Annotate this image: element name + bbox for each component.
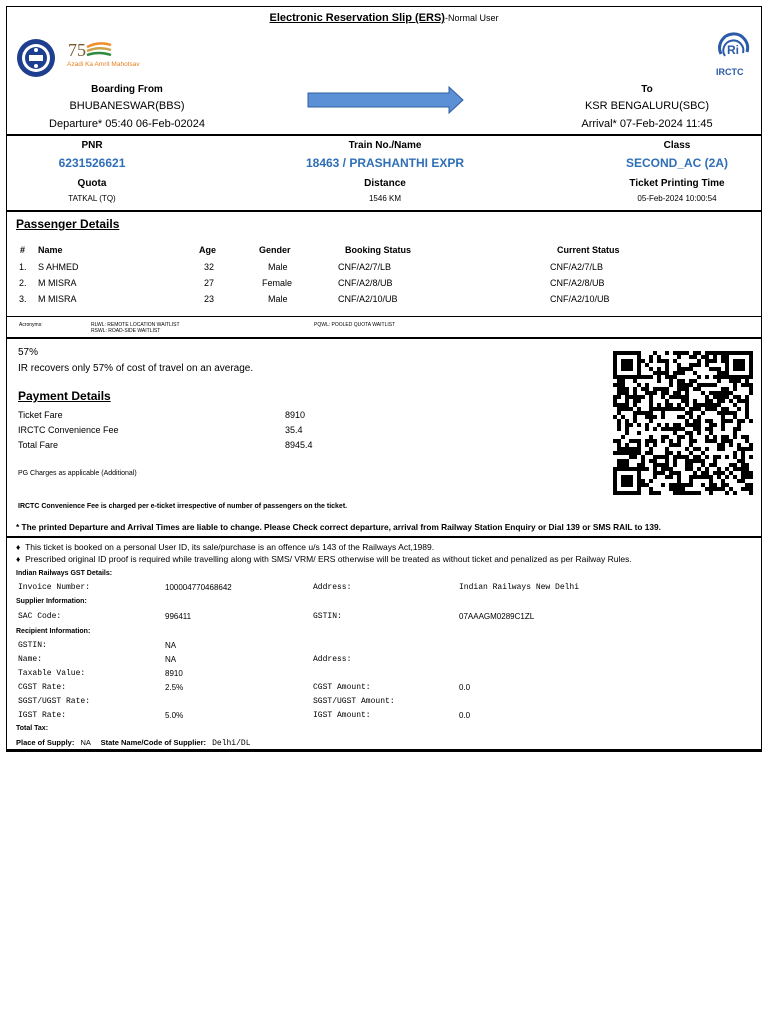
cgst-amount-value: 0.0 [459,683,471,692]
sgst-rate-label: SGST/UGST Rate: [18,697,91,706]
supplier-gstin-label: GSTIN: [313,612,342,621]
pnr-label: PNR [81,140,103,151]
divider-ticket [7,210,761,212]
igst-rate-value: 5.0% [165,711,184,720]
acronym-rlwl: RLWL: REMOTE LOCATION WAITLIST [91,322,180,328]
reservation-slip [6,6,762,750]
divider-payment [7,536,761,538]
destination-station: KSR BENGALURU(SBC) [584,100,710,112]
taxable-value-label: Taxable Value: [18,669,86,678]
supplier-state-value: Delhi/DL [212,739,251,748]
divider-journey [7,134,761,136]
ticket-qr-code [613,351,753,495]
divider-acronyms [7,337,761,339]
azadi-logo-text: Azadi Ka Amrit Mahotsav [67,61,140,68]
ticket-fare-value: 8910 [285,410,306,420]
passenger-age: 23 [204,294,215,304]
supplier-gstin-value: 07AAAGM0289C1ZL [459,612,535,621]
distance-label: Distance [364,178,406,189]
igst-amount-value: 0.0 [459,711,471,720]
passenger-name: M MISRA [38,278,77,288]
class-label: Class [663,140,691,151]
passenger-header-index: # [20,245,26,255]
address-label: Address: [313,583,352,592]
indian-railways-emblem-icon [16,38,56,78]
gst-title: Indian Railways GST Details: [16,570,113,577]
payment-details-title: Payment Details [18,389,111,403]
place-of-supply-label: Place of Supply: [16,738,75,747]
passenger-details-title: Passenger Details [16,217,120,231]
arrival-time: Arrival* 07-Feb-2024 11:45 [581,118,713,130]
passenger-name: S AHMED [38,262,79,272]
convenience-fee-label: IRCTC Convenience Fee [18,425,119,435]
passenger-age: 32 [204,262,215,272]
recipient-name-value: NA [165,655,177,664]
azadi-ka-amrit-mahotsav-logo-icon [67,39,113,61]
passenger-name: M MISRA [38,294,77,304]
passenger-index: 1. [19,262,27,272]
invoice-value: 100004770468642 [165,583,232,592]
recovery-text: IR recovers only 57% of cost of travel on an average. [18,363,254,374]
passenger-current-status: CNF/A2/7/LB [550,262,604,272]
supplier-state-label: State Name/Code of Supplier: [100,738,206,747]
supplier-title: Supplier Information: [16,598,87,605]
rule-item [16,542,434,552]
to-label: To [641,84,653,95]
recipient-gstin-value: NA [165,641,177,650]
passenger-current-status: CNF/A2/10/UB [550,294,610,304]
acronym-pqwl: PQWL: POOLED QUOTA WAITLIST [314,322,396,328]
passenger-gender: Male [268,294,288,304]
recipient-name-label: Name: [18,655,43,664]
passenger-index: 2. [19,278,27,288]
igst-amount-label: IGST Amount: [313,711,371,720]
passenger-booking-status: CNF/A2/10/UB [338,294,398,304]
pg-charges-note: PG Charges as applicable (Additional) [18,470,137,477]
slip-title-sub: -Normal User [444,13,499,23]
ticket-fare-label: Ticket Fare [18,410,63,420]
journey-arrow-icon [307,86,465,114]
train-name: 18463 / PRASHANTHI EXPR [305,156,465,170]
print-time-value: 05-Feb-2024 10:00:54 [637,194,717,203]
bullet-icon: ♦ [16,554,21,564]
rule-text: Prescribed original ID proof is required while travelling along with SMS/ VRM/ ERS otherwise will be treated as without ticket and penalized as per Railway Rules. [25,554,632,564]
slip-title [7,12,761,24]
boarding-station: BHUBANESWAR(BBS) [69,100,185,112]
distance-value: 1546 KM [368,194,402,203]
total-tax-label: Total Tax: [16,725,49,732]
passenger-age: 27 [204,278,215,288]
passenger-header-age: Age [199,245,217,255]
recovery-percent: 57% [18,347,39,358]
pnr-number: 6231526621 [58,156,126,170]
slip-title-main: Electronic Reservation Slip (ERS) [269,12,445,24]
print-time-label: Ticket Printing Time [629,178,725,189]
acronyms-label: Acronyms: [19,322,43,328]
passenger-header-name: Name [38,245,63,255]
taxable-value: 8910 [165,669,183,678]
passenger-header-current-status: Current Status [557,245,620,255]
acronym-rswl: RSWL: ROAD-SIDE WAITLIST [91,328,161,334]
bullet-icon: ♦ [16,542,21,552]
cgst-rate-label: CGST Rate: [18,683,67,692]
sgst-amount-label: SGST/UGST Amount: [313,697,395,706]
rule-item [16,554,632,564]
class-value: SECOND_AC (2A) [625,156,728,170]
divider-passengers [7,316,761,317]
svg-text:Ri: Ri [727,43,739,57]
quota-label: Quota [77,178,107,189]
irctc-logo-icon [713,32,753,64]
recipient-gstin-label: GSTIN: [18,641,47,650]
total-fare-value: 8945.4 [285,440,313,450]
total-fare-label: Total Fare [18,440,59,450]
place-of-supply [16,738,251,748]
timing-note: * The printed Departure and Arrival Times are liable to change. Please Check correct departure, arrival from Railway Station Enquiry or Dial 139 or SMS RAIL to 139. [16,522,661,532]
passenger-index: 3. [19,294,27,304]
svg-text:75: 75 [68,40,86,60]
passenger-gender: Female [262,278,293,288]
address-value: Indian Railways New Delhi [459,583,580,592]
convenience-fee-value: 35.4 [285,425,303,435]
place-of-supply-value: NA [80,738,91,747]
passenger-header-gender: Gender [259,245,291,255]
passenger-current-status: CNF/A2/8/UB [550,278,605,288]
quota-value: TATKAL (TQ) [68,194,116,203]
cgst-rate-value: 2.5% [165,683,184,692]
invoice-label: Invoice Number: [18,583,91,592]
passenger-header-booking-status: Booking Status [345,245,412,255]
passenger-gender: Male [268,262,288,272]
rule-text: This ticket is booked on a personal User ID, its sale/purchase is an offence u/s 143 of the Railways Act,1989. [25,542,435,552]
convenience-fee-note: IRCTC Convenience Fee is charged per e-ticket irrespective of number of passengers on the ticket. [18,503,348,510]
sac-label: SAC Code: [18,612,62,621]
irctc-logo-text: IRCTC [716,67,744,77]
sac-value: 996411 [165,612,192,621]
departure-time: Departure* 05:40 06-Feb-02024 [49,118,205,130]
passenger-booking-status: CNF/A2/8/UB [338,278,393,288]
recipient-address-label: Address: [313,655,352,664]
recipient-title: Recipient Information: [16,628,91,635]
passenger-booking-status: CNF/A2/7/LB [338,262,392,272]
cgst-amount-label: CGST Amount: [313,683,371,692]
igst-rate-label: IGST Rate: [18,711,67,720]
boarding-from-label: Boarding From [91,84,163,95]
train-label: Train No./Name [348,140,422,151]
